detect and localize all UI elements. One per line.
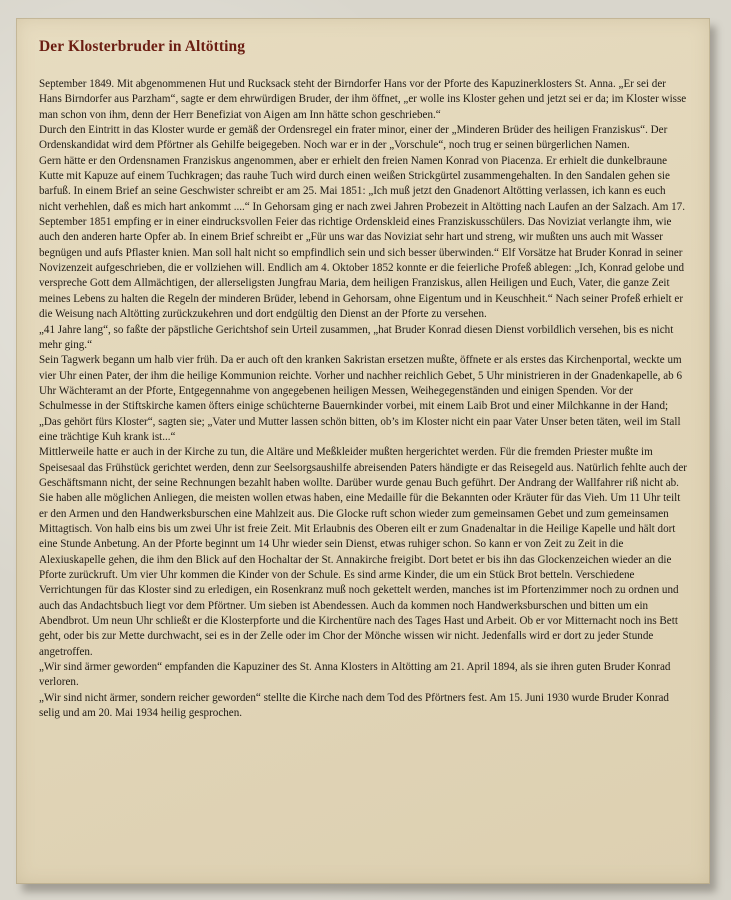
paragraph-afternoon: Mittlerweile hatte er auch in der Kirche zu tun, die Altäre und Meßkleider mußten hergerichtet werden. Für die fremden Priester mußte im Speisesaal das Frühstück gerichtet werden, denn zur Seelsorgsaushilfe abreisenden Paters händigte er das Reisegeld aus. Natürlich fehlte auch der Geschäftsmann nicht, der seine Rechnungen bezahlt haben wollte. Darüber wurde genau Buch geführt. Der Andrang der Wallfahrer riß nicht ab. Sie haben alle möglichen Anliegen, die meisten wollen etwas haben, eine Medaille für die Bekannten oder Kräuter für das Vieh. Um 11 Uhr teilt er den Armen und den Handwerksburschen eine Mahlzeit aus. Die Glocke ruft schon wieder zum gemeinsamen Gebet und zum gemeinsamen Mittagtisch. Von halb eins bis um zwei Uhr ist freie Zeit. Mit Erlaubnis des Oberen eilt er zum Gnadenaltar in die Heilige Kapelle und hält dort eine Stunde Anbetung. An der Pforte beginnt um 14 Uhr wieder sein Dienst, etwas ruhiger schon. So kann er von Zeit zu Zeit in die Alexiuskapelle gehen, die ihm den Blick auf den Hochaltar der St. Annakirche freigibt. Dort betet er bis ihn das Glockenzeichen wieder an die Pforte zurückruft. Um vier Uhr kommen die Kinder von der Schule. Es sind arme Kinder, die um ein Stück Brot betteln. Verschiedene Verrichtungen für das Kloster sind zu erledigen, ein Rosenkranz muß noch gekettelt werden, manches ist im Pfortenzimmer noch zu ordnen und auch das Andachtsbuch liegt vor dem Pförtner. Um sieben ist Abendessen. Auch da kommen noch Handwerksburschen und bitten um ein Abendbrot. Um neun Uhr schließt er die Klosterpforte und die Kirchentüre nach des Tages Hast und Arbeit. Ob er vor Mitternacht noch ins Bett geht, oder bis zur Mette durchwacht, sei es in der Zelle oder im Chor der Mönche wissen wir nicht. Jedenfalls wird er dort zu jeder Stunde angetroffen.: [39, 446, 687, 658]
paragraph-canonization: „Wir sind nicht ärmer, sondern reicher geworden“ stellte die Kirche nach dem Tod des Pförtners fest. Am 15. Juni 1930 wurde Bruder Konrad selig und am 20. Mai 1934 heilig gesprochen.: [39, 691, 669, 720]
information-plaque: [16, 18, 710, 884]
paragraph-daily-work: Sein Tagwerk begann um halb vier früh. Da er auch oft den kranken Sakristan ersetzen mußte, öffnete er als erstes das Kirchenportal, weckte um vier Uhr einen Pater, der ihm die heilige Kommunion reichte. Vorher und nachher reichlich Gebet, 5 Uhr ministrieren in der Gnadenkapelle, ab 6 Uhr Wächteramt an der Pforte, Entgegennahme von angegebenen heiligen Messen, Weihegegenständen und einigen Spenden. Vor der Schulmesse in der Stiftskirche kamen öfters einige schüchterne Bauernkinder vorbei, mit einem Laib Brot und einer Milchkanne in der Hand; „Das gehört fürs Kloster“, sagten sie; „Vater und Mutter lassen schön bitten, ob’s im Kloster nicht ein paar Vater Unser beten täten, weil im Stall eine trächtige Kuh krank ist...“: [39, 354, 682, 443]
paragraph-41-years: „41 Jahre lang“, so faßte der päpstliche Gerichtshof sein Urteil zusammen, „hat Bruder Konrad diesen Dienst vorbildlich versehen, bis es nicht mehr ging.“: [39, 323, 674, 351]
paragraph-order-entry: Durch den Eintritt in das Kloster wurde er gemäß der Ordensregel ein frater minor, einer der „Minderen Brüder des heiligen Franziskus“. Der Ordenskandidat wird dem Pförtner als Gehilfe beigegeben. Noch war er in der „Vorschule“, noch trug er seinen bürgerlichen Namen.: [39, 124, 668, 152]
plaque-title: Der Klosterbruder in Altötting: [39, 38, 246, 55]
paragraph-arrival: September 1849. Mit abgenommenen Hut und Rucksack steht der Birndorfer Hans vor der Pforte des Kapuzinerklosters St. Anna. „Er sei der Hans Birndorfer aus Parzham“, sagte er dem ehrwürdigen Bruder, der ihm öffnet, „er wolle ins Kloster gehen und jetzt sei er da; im Kloster wisse man schon von ihm, denn der Herr Benefiziat von Aigen am Inn hätte schon geschrieben.“: [39, 78, 687, 121]
plaque-body: [39, 77, 688, 721]
paragraph-death: „Wir sind ärmer geworden“ empfanden die Kapuziner des St. Anna Klosters in Altötting am 21. April 1894, als sie ihren guten Bruder Konrad verloren.: [39, 661, 671, 689]
paragraph-novitiate: Gern hätte er den Ordensnamen Franziskus angenommen, aber er erhielt den freien Namen Konrad von Piacenza. Er erhielt die dunkelbraune Kutte mit Kapuze auf einem Tuchkragen; das rauhe Tuch wird durch einen weißen Strickgürtel zusammengehalten. In den Sandalen gehen sie barfuß. In einem Brief an seine Geschwister schreibt er am 25. Mai 1851: „Ich muß jetzt den Gnadenort Altötting verlassen, ich kann es euch nicht verhehlen, daß es mich hart ankommt ....“ In Gehorsam ging er nach zwei Jahren Probezeit in Altötting nach Laufen an der Salzach. Am 17. September 1851 empfing er in einer eindrucksvollen Feier das richtige Ordenskleid eines Franziskusschülers. Das Noviziat verlangte ihm, wie auch den anderen harte Opfer ab. In einem Brief schreibt er „Für uns war das Noviziat sehr hart und streng, wir mußten uns auch mit Wasser begnügen und aufs Pflaster knien. Man soll halt nicht so empfindlich sein und sich besser überwinden.“ Elf Vorsätze hat Bruder Konrad in seiner Novizenzeit aufgeschrieben, die er vollziehen will. Endlich am 4. Oktober 1852 konnte er die feierliche Profeß ablegen: „Ich, Konrad gelobe und verspreche Gott dem Allmächtigen, der allerseligsten Jungfrau Maria, dem heiligen Franziskus, allen Heiligen und Euch, Vater, die ganze Zeit meines Lebens zu halten die Regeln der minderen Brüder, lebend in Gehorsam, ohne Eigentum und in Keuschheit.“ Nach seiner Profeß erhielt er die Weisung nach Altötting zurückzukehren und dort endgültig den Dienst an der Pforte zu versehen.: [39, 154, 686, 321]
